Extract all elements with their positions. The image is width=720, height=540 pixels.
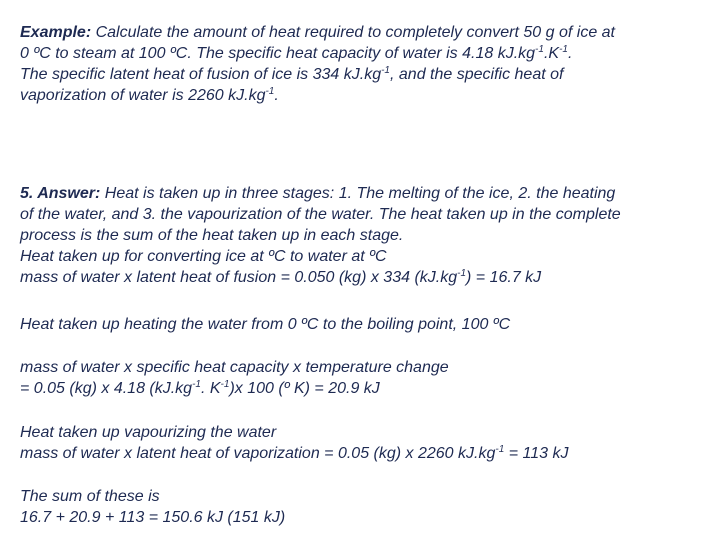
example-line-1 [20,22,710,43]
answer-line-3: process is the sum of the heat taken up in each stage. [20,227,404,244]
heating-block [20,314,710,335]
answer-text-1: Heat is taken up in three stages: 1. The melting of the ice, 2. the heating [100,185,616,202]
answer-block [20,183,710,288]
exponent: -1 [381,65,390,76]
vapour-title: Heat taken up vapourizing the water [20,424,277,441]
exponent: -1 [535,44,544,55]
example-label: Example: [20,24,92,41]
answer-line-2: of the water, and 3. the vapourization of the water. The heat taken up in the complete [20,206,621,223]
example-line-4 [20,85,710,106]
example-text-2c: . [567,45,573,62]
answer-label: 5. Answer: [20,185,101,202]
heating-text-2c: )x 100 (º K) = 20.9 kJ [229,380,380,397]
answer-line-1 [20,183,710,204]
heating-calc-block [20,357,710,399]
example-text-4b: . [274,87,279,104]
exponent: -1 [192,379,201,390]
example-text-3a: The specific latent heat of fusion of ice is 334 kJ.kg [20,66,382,83]
exponent: -1 [265,86,275,97]
answer-text-5b: ) = 16.7 kJ [466,269,542,286]
exponent: -1 [559,44,568,55]
answer-line-5 [20,267,710,288]
sum-line-1: 16.7 + 20.9 + 113 = 150.6 kJ (151 kJ) [20,509,286,526]
example-text-2a: 0 ºC to steam at 100 ºC. The specific heat capacity of water is 4.18 kJ.kg [20,45,536,62]
vapour-text-1b: = 113 kJ [504,445,569,462]
example-text-3b: , and the specific heat of [390,66,564,83]
example-text-4a: vaporization of water is 2260 kJ.kg [20,87,266,104]
heating-line-2 [20,378,710,399]
sum-block [20,486,710,528]
heating-title: Heat taken up heating the water from 0 ºC to the boiling point, 100 ºC [20,316,511,333]
heating-line-1: mass of water x specific heat capacity x temperature change [20,359,449,376]
answer-text-5a: mass of water x latent heat of fusion = 0.050 (kg) x 334 (kJ.kg [20,269,458,286]
exponent: -1 [457,268,467,279]
vapour-line-1 [20,443,710,464]
sum-title: The sum of these is [20,488,160,505]
heating-text-2b: . K [200,380,221,397]
vapour-block [20,422,710,464]
example-text-1: Calculate the amount of heat required to completely convert 50 g of ice at [91,24,615,41]
heating-text-2a: = 0.05 (kg) x 4.18 (kJ.kg [20,380,193,397]
example-line-2 [20,43,710,64]
vapour-text-1a: mass of water x latent heat of vaporization = 0.05 (kg) x 2260 kJ.kg [20,445,496,462]
example-text-2b: .K [543,45,560,62]
exponent: -1 [495,444,505,455]
example-line-3 [20,64,710,85]
example-block [20,22,710,106]
answer-line-4: Heat taken up for converting ice at ºC to water at ºC [20,248,387,265]
exponent: -1 [220,379,230,390]
